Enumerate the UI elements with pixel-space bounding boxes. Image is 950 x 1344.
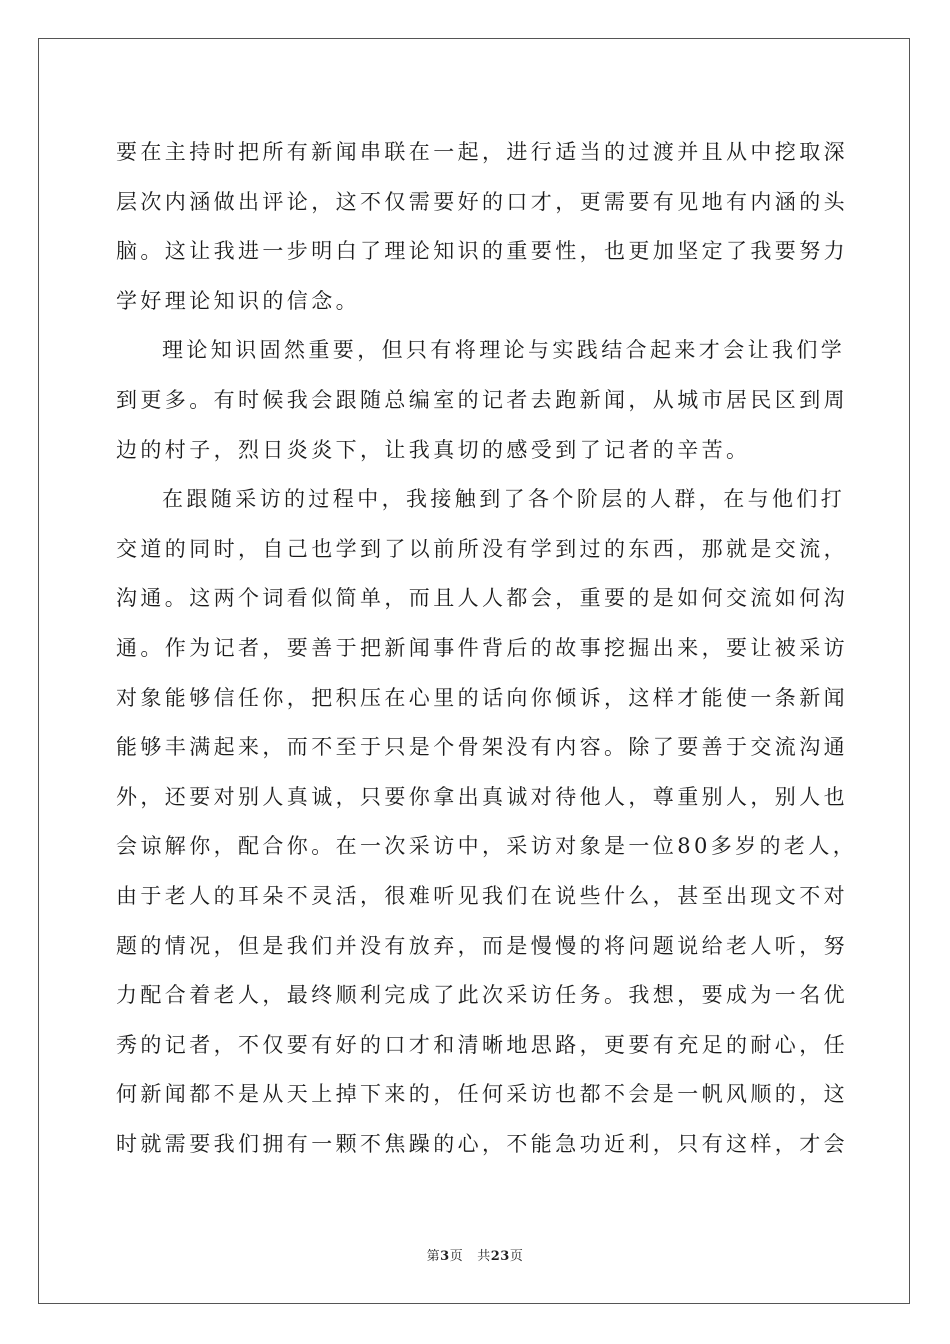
document-body: [116, 128, 858, 1169]
text-line: 能够丰满起来，而不至于只是个骨架没有内容。除了要善于交流沟通: [116, 735, 848, 760]
text-line: 由于老人的耳朵不灵活，很难听见我们在说些什么，甚至出现文不对: [116, 883, 848, 908]
footer-prefix: 第: [426, 1249, 441, 1264]
text-line: 层次内涵做出评论，这不仅需要好的口才，更需要有见地有内涵的头: [116, 189, 848, 214]
text-line: 要在主持时把所有新闻串联在一起，进行适当的过渡并且从中挖取深: [116, 140, 848, 164]
text-line: 秀的记者，不仅要有好的口才和清晰地思路，更要有充足的耐心，任: [116, 1032, 848, 1057]
page-footer: [0, 1245, 950, 1264]
paragraph: [116, 128, 848, 326]
footer-total-prefix: 共: [477, 1249, 491, 1264]
text-line: 会谅解你，配合你。在一次采访中，采访对象是一位80多岁的老人，: [116, 834, 858, 859]
text-line: 时就需要我们拥有一颗不焦躁的心，不能急功近利，只有这样，才会: [116, 1131, 848, 1156]
footer-page-unit: 页: [449, 1249, 464, 1264]
footer-total-unit: 页: [509, 1249, 524, 1264]
total-page-count: 23: [490, 1249, 510, 1264]
text-line: 题的情况，但是我们并没有放弃，而是慢慢的将问题说给老人听，努: [116, 933, 848, 958]
paragraph: [116, 475, 858, 1169]
text-line: 脑。这让我进一步明白了理论知识的重要性，也更加坚定了我要努力: [116, 239, 848, 264]
text-line: 交道的同时，自己也学到了以前所没有学到过的东西，那就是交流，: [116, 536, 848, 561]
text-line: 何新闻都不是从天上掉下来的，任何采访也都不会是一帆风顺的，这: [116, 1082, 848, 1107]
text-line: 边的村子，烈日炎炎下，让我真切的感受到了记者的辛苦。: [116, 437, 751, 462]
text-line: 学好理论知识的信念。: [116, 288, 360, 313]
text-line: 对象能够信任你，把积压在心里的话向你倾诉，这样才能使一条新闻: [116, 685, 848, 710]
paragraph: [116, 326, 848, 475]
text-line: 理论知识固然重要，但只有将理论与实践结合起来才会让我们学: [162, 338, 846, 363]
text-line: 力配合着老人，最终顺利完成了此次采访任务。我想，要成为一名优: [116, 983, 848, 1008]
text-line: 在跟随采访的过程中，我接触到了各个阶层的人群，在与他们打: [162, 487, 846, 512]
text-line: 外，还要对别人真诚，只要你拿出真诚对待他人，尊重别人，别人也: [116, 784, 848, 809]
current-page-number: 3: [440, 1249, 450, 1264]
text-line: 沟通。这两个词看似简单，而且人人都会，重要的是如何交流如何沟: [116, 586, 848, 611]
text-line: 通。作为记者，要善于把新闻事件背后的故事挖掘出来，要让被采访: [116, 635, 848, 660]
text-line: 到更多。有时候我会跟随总编室的记者去跑新闻，从城市居民区到周: [116, 387, 848, 412]
